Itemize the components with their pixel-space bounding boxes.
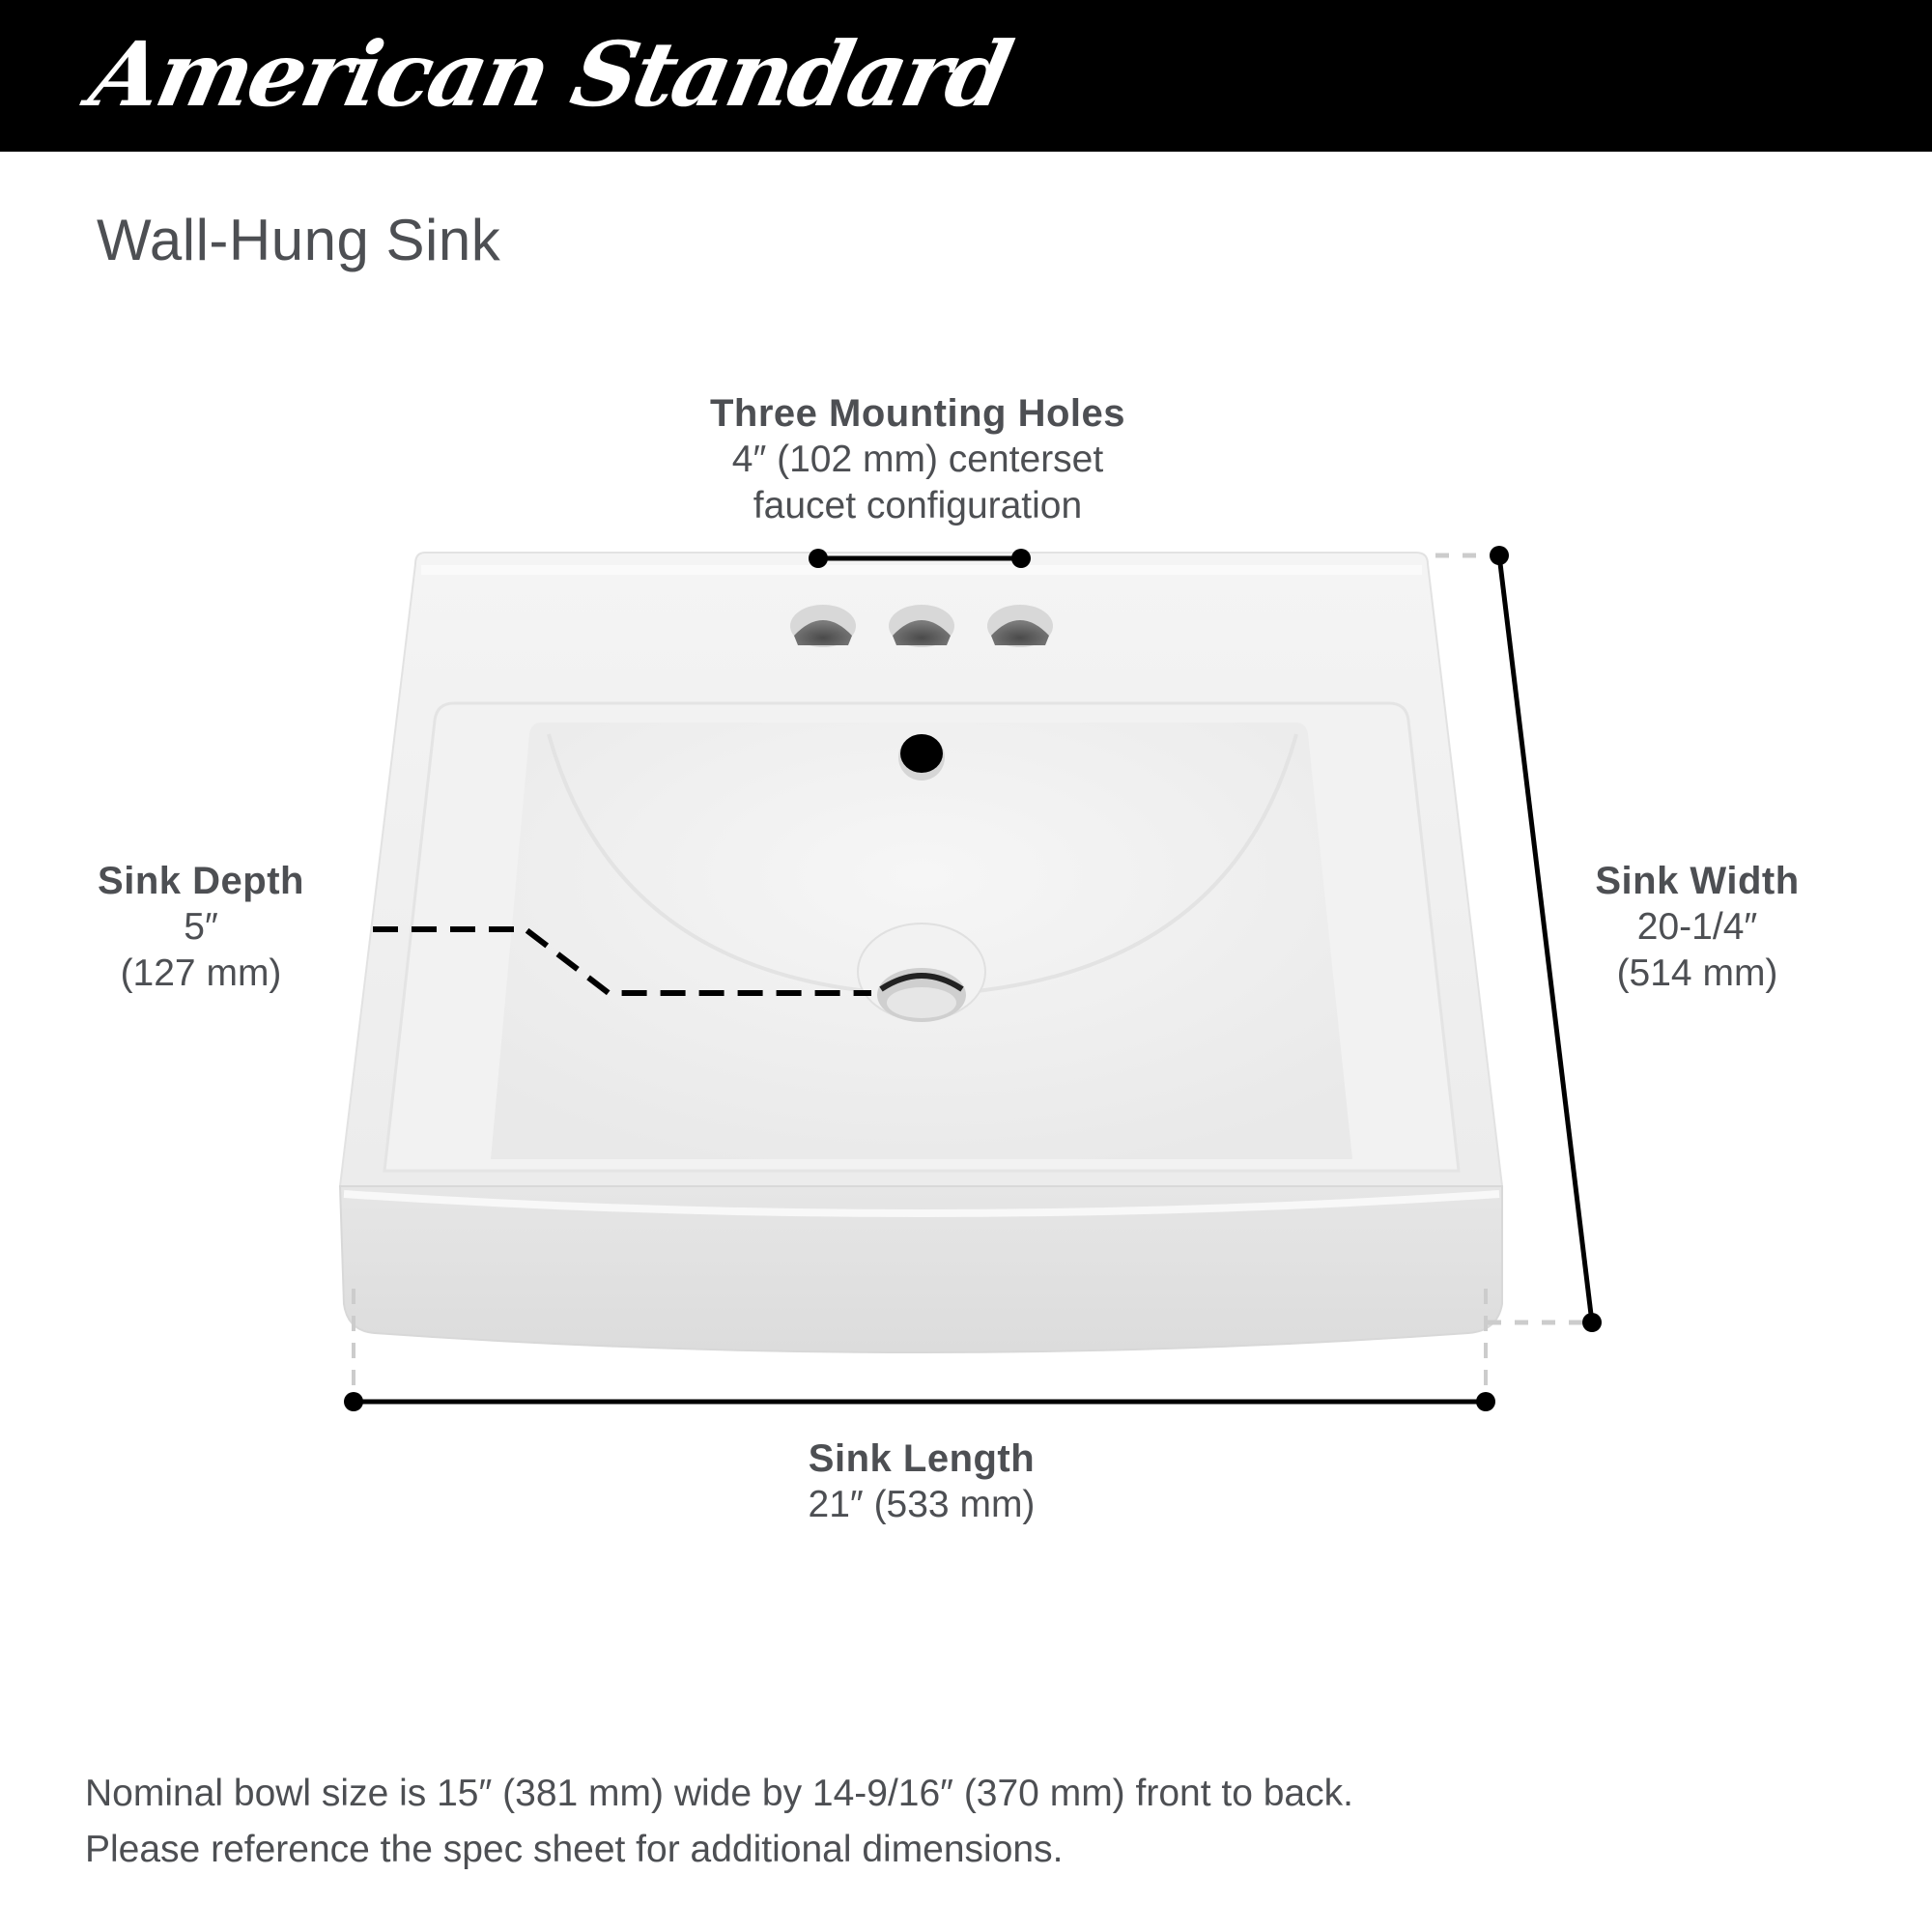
sink-length-title: Sink Length — [808, 1437, 1036, 1480]
dimension-endpoint-icon — [1011, 549, 1031, 568]
mounting-holes-title: Three Mounting Holes — [710, 392, 1125, 435]
brand-logo: American Standard — [81, 22, 1018, 127]
sink-width-title: Sink Width — [1595, 860, 1800, 902]
dimension-endpoint-icon — [344, 1392, 363, 1411]
drain-icon — [858, 923, 985, 1022]
sink-depth-title: Sink Depth — [98, 860, 304, 902]
dimension-endpoint-icon — [809, 549, 828, 568]
footnote — [85, 1766, 1353, 1878]
footnote-bowl-size: Nominal bowl size is 15″ (381 mm) wide by 14-9/16″ (370 mm) front to back. — [85, 1773, 1353, 1814]
faucet-hole-icon — [790, 605, 1053, 647]
mounting-holes-label — [628, 390, 1208, 529]
sink-width-label — [1552, 858, 1842, 997]
mounting-holes-config: faucet configuration — [753, 485, 1083, 526]
mounting-holes-spec: 4″ (102 mm) centerset — [731, 439, 1104, 480]
sink-width-imperial: 20-1/4″ — [1636, 906, 1758, 948]
sink-depth-label — [56, 858, 346, 997]
footnote-spec-sheet: Please reference the spec sheet for additional dimensions. — [85, 1829, 1064, 1870]
dimension-endpoint-icon — [1476, 1392, 1495, 1411]
sink-length-value: 21″ (533 mm) — [808, 1484, 1036, 1525]
overflow-hole-icon — [898, 734, 945, 781]
dimension-endpoint-icon — [1582, 1313, 1602, 1332]
page-title: Wall-Hung Sink — [97, 208, 501, 272]
dimension-endpoint-icon — [1490, 546, 1509, 565]
sink-depth-metric: (127 mm) — [120, 952, 282, 994]
sink-length-label — [728, 1435, 1115, 1528]
sink-width-metric: (514 mm) — [1616, 952, 1778, 994]
sink-depth-imperial: 5″ — [184, 906, 218, 948]
